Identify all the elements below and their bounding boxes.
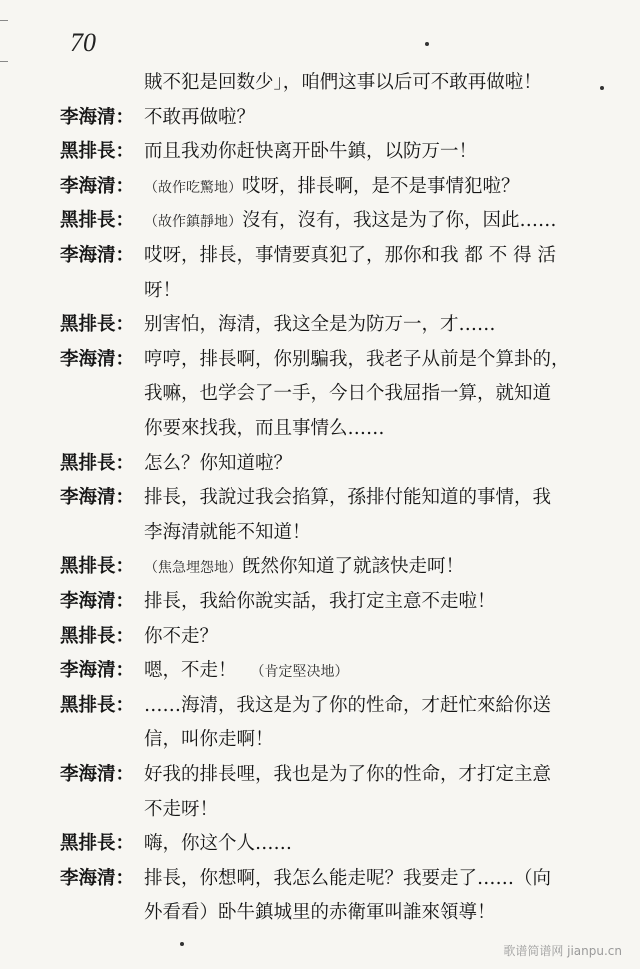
dialogue-words: 呀！ [144,279,182,301]
dialogue-words: 哎呀，排長，事情要真犯了，那你和我 都 不 得 活 [144,245,557,266]
script-line [0,483,620,513]
script-line [0,206,620,236]
speaker-name: 黑排長： [60,210,135,232]
dialogue-words: 而且我劝你赶快离开卧牛鎮，以防万一！ [144,141,478,163]
dialogue-words: 沒有，沒有，我这是为了你，因此…… [242,210,557,232]
dialogue-text [144,587,620,617]
speaker-name: 黑排長： [60,556,135,578]
script-line [0,587,620,617]
speaker-name: 黑排長： [60,141,135,163]
dialogue-text [144,345,620,375]
speaker-name: 李海清： [60,245,135,266]
dialogue-text [144,414,620,444]
dialogue-words: 哼哼，排長啊，你别騙我，我老子从前是个算卦的， [144,348,570,370]
stage-direction: （故作鎮靜地） [144,214,242,231]
script-line [0,691,620,721]
script-line [0,379,620,409]
dialogue-text [144,552,620,582]
speaker-name: 黑排長： [60,625,135,647]
script-line [0,622,620,652]
dialogue-words: 李海清就能不知道！ [144,521,311,543]
dialogue-words: 不敢再做啦？ [144,106,256,128]
print-speck [425,42,429,46]
script-line [0,552,620,582]
stage-direction: （故作吃驚地） [144,179,242,196]
speaker-name: 李海清： [60,175,135,197]
dialogue-text [144,898,620,928]
dialogue-words: 好我的排長哩，我也是为了你的性命，才打定主意 [144,764,552,785]
script-line [0,864,620,894]
script-line [0,449,620,479]
dialogue-words: 排長，我說过我会掐算，孫排付能知道的事情，我 [144,487,552,509]
dialogue-text [144,622,620,652]
dialogue-text [144,276,620,306]
dialogue-text [144,829,620,859]
speaker-name: 黑排長： [60,694,135,716]
dialogue-words: ……海清，我这是为了你的性命，才赶忙來給你送 [144,694,552,716]
dialogue-words: 信，叫你走啊！ [144,729,274,751]
dialogue-words: 排長，你想啊，我怎么能走呢？我要走了……（向 [144,867,552,889]
dialogue-words: 嗯，不走！ [144,660,237,682]
dialogue-words: 哎呀，排長啊，是不是事情犯啦？ [242,175,520,197]
script-line [0,898,620,928]
dialogue-text [144,864,620,894]
page-number: 70 [70,28,96,57]
dialogue-words: 旣然你知道了就該快走呵！ [242,556,465,578]
dialogue-text [144,483,620,513]
speaker-name: 李海清： [60,106,135,128]
speaker-name: 黑排長： [60,314,135,336]
stage-direction: （焦急埋怨地） [144,560,242,577]
dialogue-text [144,68,620,98]
dialogue-text [144,172,620,202]
speaker-name: 李海清： [60,348,135,370]
dialogue-text [144,241,620,271]
dialogue-words: 怎么？你知道啦？ [144,452,293,474]
dialogue-words: 外看看）卧牛鎮城里的赤衛軍叫誰來領導！ [144,902,496,924]
dialogue-words: 排長，我給你說实話，我打定主意不走啦！ [144,591,496,612]
dialogue-text [144,691,620,721]
script-line [0,345,620,375]
dialogue-text [144,656,620,686]
speaker-name: 李海清： [60,867,135,889]
script-line [0,68,620,98]
script-line [0,656,620,686]
script-line [0,518,620,548]
dialogue-words: 賊不犯是回数少」，咱們这事以后可不敢再做啦！ [144,72,542,93]
script-line [0,760,620,790]
script-line [0,172,620,202]
script-line [0,241,620,271]
dialogue-text [144,449,620,479]
dialogue-text [144,725,620,755]
dialogue-text [144,518,620,548]
dialogue-words: 别害怕，海清，我这全是为防万一，才…… [144,314,496,336]
stage-direction: （肯定堅决地） [250,664,349,681]
script-line [0,725,620,755]
script-line [0,795,620,825]
watermark: 歌谱简谱网 jianpu.cn [503,944,622,958]
speaker-name: 黑排長： [60,833,135,855]
script-line [0,137,620,167]
speaker-name: 黑排長： [60,452,135,474]
dialogue-text [144,103,620,133]
print-speck [180,942,184,946]
speaker-name: 李海清： [60,660,135,682]
speaker-name: 李海清： [60,764,135,785]
dialogue-words: 你不走？ [144,625,219,647]
dialogue-text [144,206,620,236]
page-edge-marks [0,20,8,62]
script-line [0,276,620,306]
speaker-name: 李海清： [60,591,135,612]
dialogue-text [144,795,620,825]
dialogue-text [144,379,620,409]
dialogue-text [144,310,620,340]
speaker-name: 李海清： [60,487,135,509]
dialogue-words: 嗨，你这个人…… [144,833,293,855]
script-line [0,829,620,859]
dialogue-text [144,137,620,167]
dialogue-words: 你要來找我，而且事情么…… [144,418,385,439]
script-line [0,103,620,133]
script-line [0,310,620,340]
dialogue-text [144,760,620,790]
script-line [0,414,620,444]
dialogue-words: 我嘛，也学会了一手，今日个我屈指一算，就知道 [144,383,552,405]
dialogue-words: 不走呀！ [144,798,219,820]
